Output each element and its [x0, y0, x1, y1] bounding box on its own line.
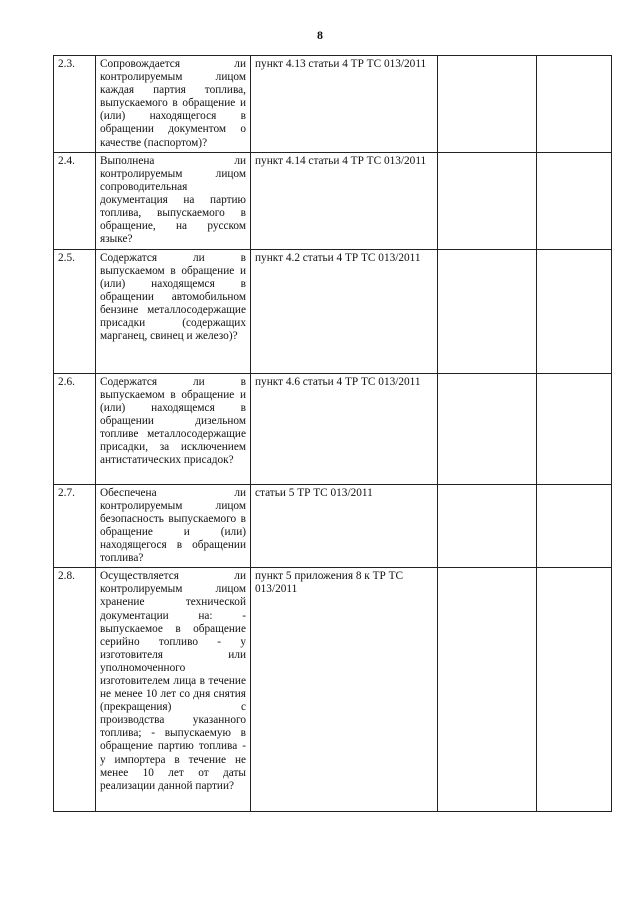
item-number: 2.5. — [54, 249, 96, 373]
checklist-table — [53, 55, 612, 812]
table-row — [54, 56, 612, 153]
page-number: 8 — [317, 28, 323, 42]
checklist-question: Содержатся ли в выпускаемом в обращение и (или) находящемся в обращении автомобильном бензине металлосодержащие присадки (содержащих марганец, свинец и железо)? — [96, 249, 251, 373]
item-number: 2.6. — [54, 373, 96, 484]
note-cell — [537, 152, 612, 249]
answer-cell — [438, 568, 537, 812]
legal-reference: статьи 5 ТР ТС 013/2011 — [251, 484, 438, 568]
checklist-question: Обеспечена ли контролируемым лицом безопасность выпускаемого в обращение и (или) находящегося в обращении топлива? — [96, 484, 251, 568]
table-row — [54, 152, 612, 249]
item-number: 2.8. — [54, 568, 96, 812]
item-number: 2.7. — [54, 484, 96, 568]
table-row — [54, 373, 612, 484]
legal-reference: пункт 4.2 статьи 4 ТР ТС 013/2011 — [251, 249, 438, 373]
note-cell — [537, 249, 612, 373]
answer-cell — [438, 373, 537, 484]
note-cell — [537, 56, 612, 153]
checklist-question: Содержатся ли в выпускаемом в обращение и (или) находящемся в обращении дизельном топливе металлосодержащие присадки, за исключением антистатических присадок? — [96, 373, 251, 484]
legal-reference: пункт 4.6 статьи 4 ТР ТС 013/2011 — [251, 373, 438, 484]
item-number: 2.4. — [54, 152, 96, 249]
legal-reference: пункт 4.13 статьи 4 ТР ТС 013/2011 — [251, 56, 438, 153]
answer-cell — [438, 484, 537, 568]
item-number: 2.3. — [54, 56, 96, 153]
legal-reference: пункт 4.14 статьи 4 ТР ТС 013/2011 — [251, 152, 438, 249]
answer-cell — [438, 56, 537, 153]
checklist-question: Сопровождается ли контролируемым лицом каждая партия топлива, выпускаемого в обращение и (или) находящегося в обращении документом о качестве (паспортом)? — [96, 56, 251, 153]
answer-cell — [438, 152, 537, 249]
note-cell — [537, 484, 612, 568]
table-row — [54, 568, 612, 812]
checklist-question: Осуществляется ли контролируемым лицом хранение технической документации на: - выпускаемое в обращение серийно топливо - у изготовителя или уполномоченного изготовителем лица в течение не менее 10 лет со дня снятия (прекращения) с производства указанного топлива; - выпускаемую в обращение партию топлива - у импортера в течение не менее 10 лет от даты реализации данной партии? — [96, 568, 251, 812]
checklist-question: Выполнена ли контролируемым лицом сопроводительная документация на партию топлива, выпускаемого в обращение, на русском языке? — [96, 152, 251, 249]
legal-reference: пункт 5 приложения 8 к ТР ТС 013/2011 — [251, 568, 438, 812]
table-row — [54, 249, 612, 373]
answer-cell — [438, 249, 537, 373]
table-row — [54, 484, 612, 568]
note-cell — [537, 373, 612, 484]
note-cell — [537, 568, 612, 812]
